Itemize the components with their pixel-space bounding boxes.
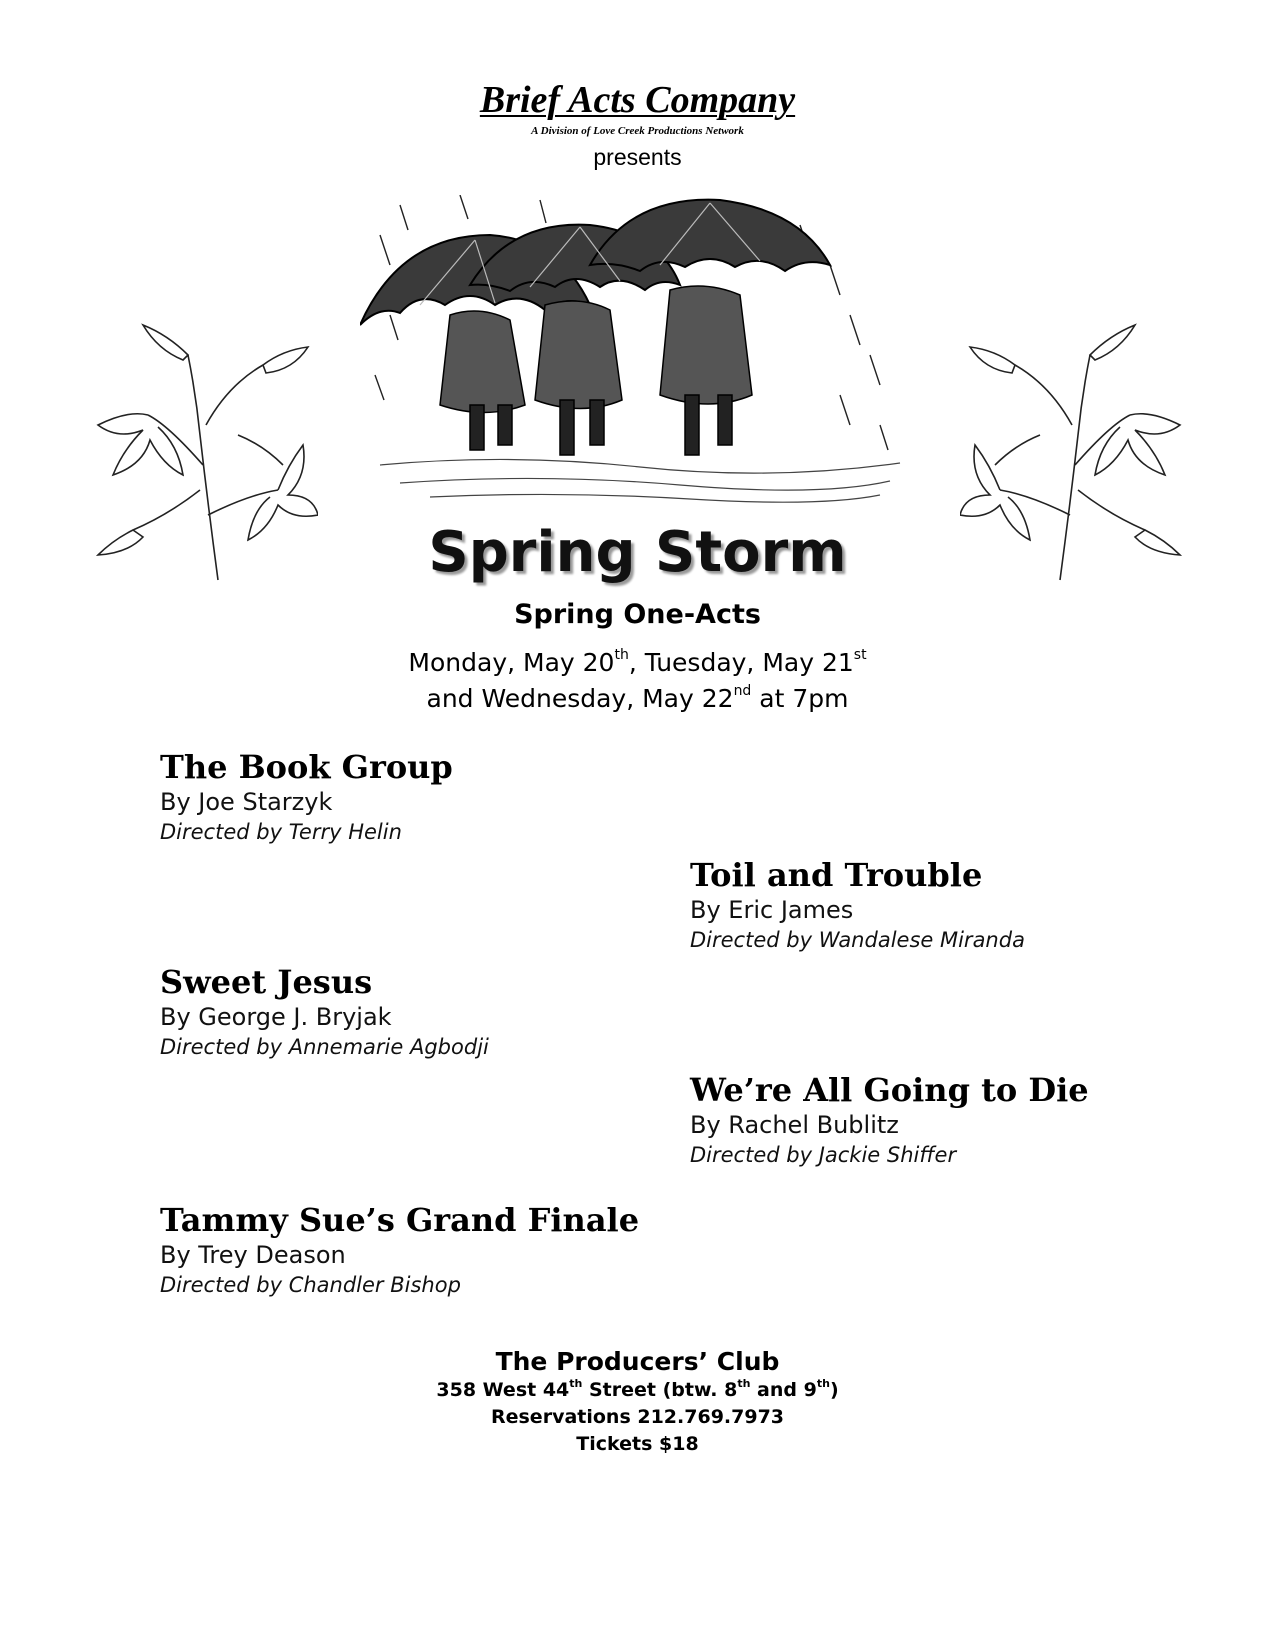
- show-subtitle: Spring One-Acts: [514, 599, 761, 630]
- umbrella-children-illustration: [360, 195, 910, 505]
- play-director: Directed by Terry Helin: [160, 820, 402, 844]
- play-author: By Trey Deason: [160, 1241, 346, 1269]
- play-author: By Joe Starzyk: [160, 788, 333, 816]
- play-director: Directed by Chandler Bishop: [160, 1273, 461, 1297]
- play-entry: [160, 1200, 639, 1300]
- play-title: Toil and Trouble: [690, 856, 983, 894]
- play-entry: [690, 1070, 1089, 1170]
- play-author: By Eric James: [690, 896, 854, 924]
- venue-address: 358 West 44th Street (btw. 8th and 9th): [436, 1377, 839, 1401]
- play-director: Directed by Wandalese Miranda: [690, 928, 1025, 952]
- venue-reservations: Reservations 212.769.7973: [490, 1406, 785, 1428]
- play-director: Directed by Annemarie Agbodji: [160, 1035, 489, 1059]
- show-dates-line-2: and Wednesday, May 22nd at 7pm: [426, 683, 849, 713]
- play-entry: [160, 747, 453, 847]
- show-title: Spring Storm: [428, 520, 847, 585]
- play-author: By George J. Bryjak: [160, 1003, 392, 1031]
- show-dates-line-1: Monday, May 20th, Tuesday, May 21st: [408, 647, 867, 677]
- venue-tickets: Tickets $18: [576, 1433, 699, 1455]
- play-entry: [160, 962, 489, 1062]
- play-entry: [690, 855, 1025, 955]
- company-name: Brief Acts Company: [479, 79, 796, 121]
- play-title: The Book Group: [160, 748, 453, 786]
- play-author: By Rachel Bublitz: [690, 1111, 899, 1139]
- play-director: Directed by Jackie Shiffer: [690, 1143, 957, 1167]
- play-title: Sweet Jesus: [160, 963, 373, 1001]
- presents-text: presents: [593, 144, 682, 170]
- play-title: We’re All Going to Die: [690, 1071, 1089, 1109]
- play-title: Tammy Sue’s Grand Finale: [160, 1201, 640, 1239]
- venue-name: The Producers’ Club: [495, 1347, 780, 1376]
- company-division: A Division of Love Creek Productions Network: [531, 125, 744, 137]
